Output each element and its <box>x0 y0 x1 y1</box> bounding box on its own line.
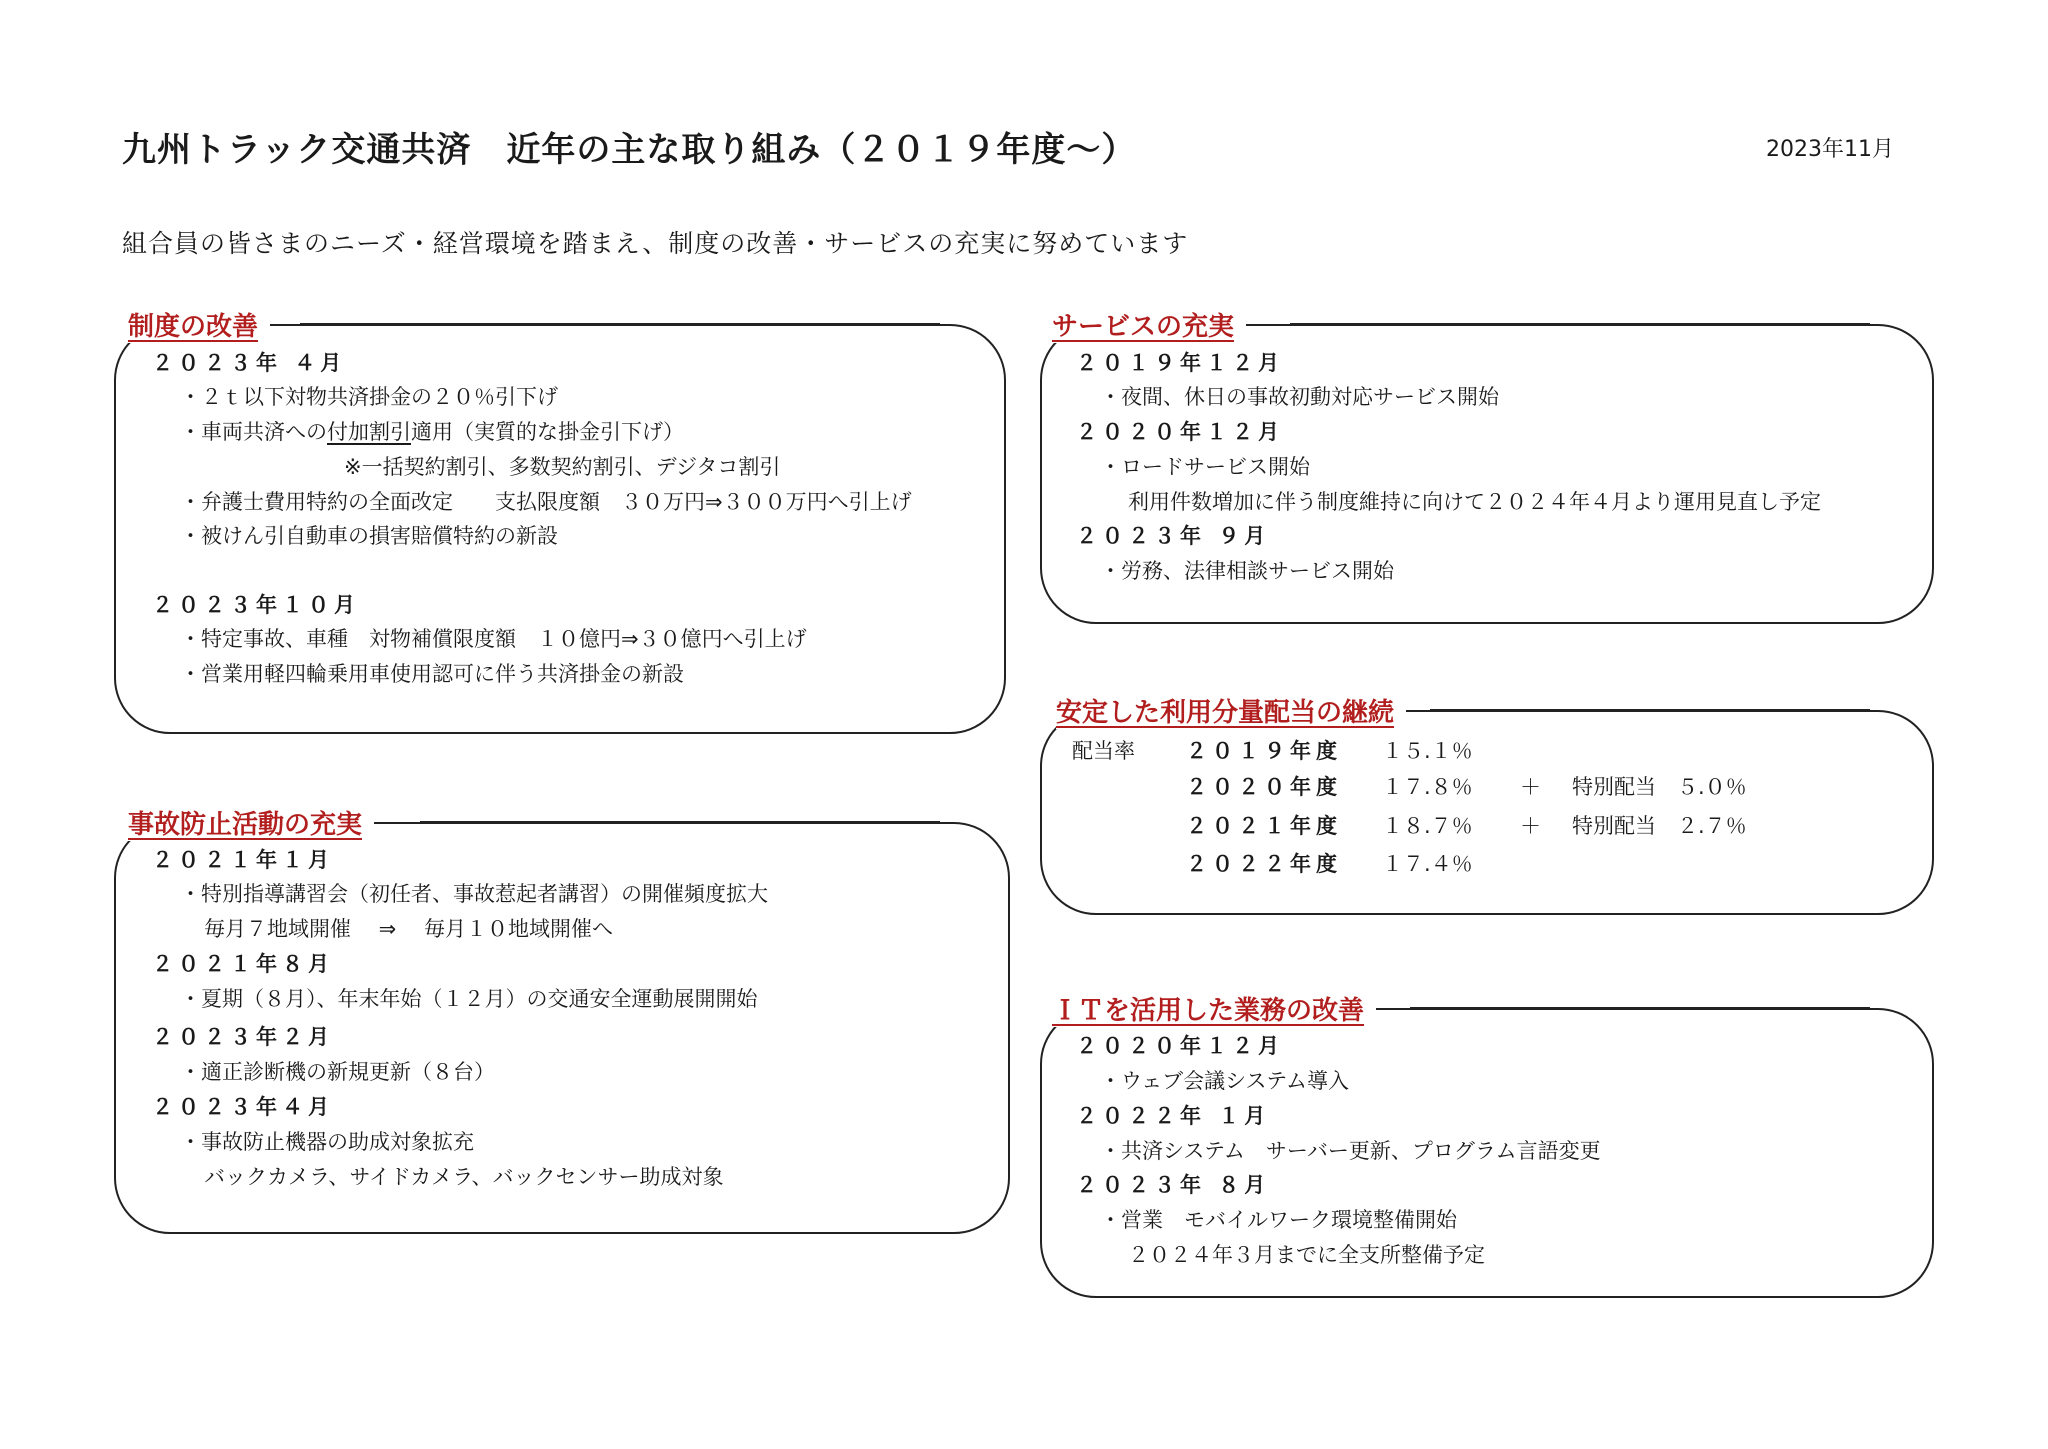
service-date-3: ２０２３年 ９月 <box>1076 524 1271 548</box>
service-rule <box>1290 323 1870 325</box>
it-item-3: ・営業 モバイルワーク環境整備開始 <box>1100 1208 1457 1232</box>
haito-plus-2021: ＋ <box>1520 814 1541 838</box>
service-item-1: ・夜間、休日の事故初動対応サービス開始 <box>1100 385 1499 409</box>
it-date-2: ２０２２年 １月 <box>1076 1104 1271 1128</box>
haito-extra-2020: 特別配当 ５.０％ <box>1572 775 1747 799</box>
haito-plus-2020: ＋ <box>1520 775 1541 799</box>
service-date-1: ２０１９年１２月 <box>1076 351 1284 375</box>
service-heading: サービスの充実 <box>1052 306 1246 343</box>
seido-rule <box>300 323 940 325</box>
it-date-1: ２０２０年１２月 <box>1076 1034 1284 1058</box>
seido-heading: 制度の改善 <box>128 306 270 343</box>
page-subtitle: 組合員の皆さまのニーズ・経営環境を踏まえ、制度の改善・サービスの充実に努めています <box>122 229 1189 258</box>
haito-rate-2019: １５.１％ <box>1382 739 1473 763</box>
seido-item-4: ・被けん引自動車の損害賠償特約の新設 <box>180 524 558 548</box>
seido-item-2-post: 適用（実質的な掛金引下げ） <box>411 420 684 444</box>
haito-extra-2021: 特別配当 ２.７％ <box>1572 814 1747 838</box>
jiko-heading: 事故防止活動の充実 <box>128 804 374 841</box>
jiko-rule <box>420 821 940 823</box>
haito-heading: 安定した利用分量配当の継続 <box>1056 692 1406 729</box>
it-item-1: ・ウェブ会議システム導入 <box>1100 1069 1350 1093</box>
service-item-3: ・労務、法律相談サービス開始 <box>1100 559 1394 583</box>
haito-rate-2020: １７.８％ <box>1382 775 1473 799</box>
seido-date-1: ２０２３年 ４月 <box>152 351 347 375</box>
it-item-3-detail: ２０２４年３月までに全支所整備予定 <box>1128 1243 1485 1267</box>
it-rule <box>1410 1007 1870 1009</box>
haito-box <box>1040 710 1934 915</box>
seido-item-2-underlined: 付加割引 <box>327 420 411 444</box>
it-date-3: ２０２３年 ８月 <box>1076 1173 1271 1197</box>
haito-year-2020: ２０２０年度 <box>1186 775 1342 799</box>
jiko-item-2: ・夏期（８月）、年末年始（１２月）の交通安全運動展開開始 <box>180 987 758 1011</box>
jiko-date-1: ２０２１年１月 <box>152 848 334 872</box>
service-item-2: ・ロードサービス開始 <box>1100 455 1310 479</box>
seido-item-2 <box>180 419 684 445</box>
seido-item-2-pre: ・車両共済への <box>180 420 327 444</box>
haito-year-2021: ２０２１年度 <box>1186 814 1342 838</box>
seido-item-3: ・弁護士費用特約の全面改定 支払限度額 ３０万円⇒３００万円へ引上げ <box>180 490 912 514</box>
service-date-2: ２０２０年１２月 <box>1076 420 1284 444</box>
haito-rate-2022: １７.４％ <box>1382 852 1473 876</box>
seido-item-2-note: ※一括契約割引、多数契約割引、デジタコ割引 <box>344 455 781 479</box>
it-heading: ＩＴを活用した業務の改善 <box>1052 990 1376 1027</box>
jiko-item-4: ・事故防止機器の助成対象拡充 <box>180 1130 474 1154</box>
document-date: 2023年11月 <box>1766 137 1894 162</box>
jiko-item-4-detail: バックカメラ、サイドカメラ、バックセンサー助成対象 <box>204 1165 724 1189</box>
seido-item-1: ・２ｔ以下対物共済掛金の２０％引下げ <box>180 385 558 409</box>
jiko-date-2: ２０２１年８月 <box>152 952 334 976</box>
page-title: 九州トラック交通共済 近年の主な取り組み（２０１９年度～） <box>122 130 1137 170</box>
haito-year-2019: ２０１９年度 <box>1186 739 1342 763</box>
jiko-item-3: ・適正診断機の新規更新（８台） <box>180 1060 495 1084</box>
seido-item-6: ・営業用軽四輪乗用車使用認可に伴う共済掛金の新設 <box>180 662 684 686</box>
jiko-item-1: ・特別指導講習会（初任者、事故惹起者講習）の開催頻度拡大 <box>180 882 768 906</box>
haito-rate-2021: １８.７％ <box>1382 814 1473 838</box>
jiko-item-1-detail: 毎月７地域開催 ⇒ 毎月１０地域開催へ <box>204 917 613 941</box>
it-item-2: ・共済システム サーバー更新、プログラム言語変更 <box>1100 1139 1601 1163</box>
jiko-date-3: ２０２３年２月 <box>152 1025 334 1049</box>
seido-date-2: ２０２３年１０月 <box>152 593 360 617</box>
seido-item-5: ・特定事故、車種 対物補償限度額 １０億円⇒３０億円へ引上げ <box>180 627 807 651</box>
haito-rate-label: 配当率 <box>1072 739 1135 763</box>
service-item-2-detail: 利用件数増加に伴う制度維持に向けて２０２４年４月より運用見直し予定 <box>1128 490 1821 514</box>
haito-rule <box>1430 709 1870 711</box>
jiko-date-4: ２０２３年４月 <box>152 1095 334 1119</box>
haito-year-2022: ２０２２年度 <box>1186 852 1342 876</box>
